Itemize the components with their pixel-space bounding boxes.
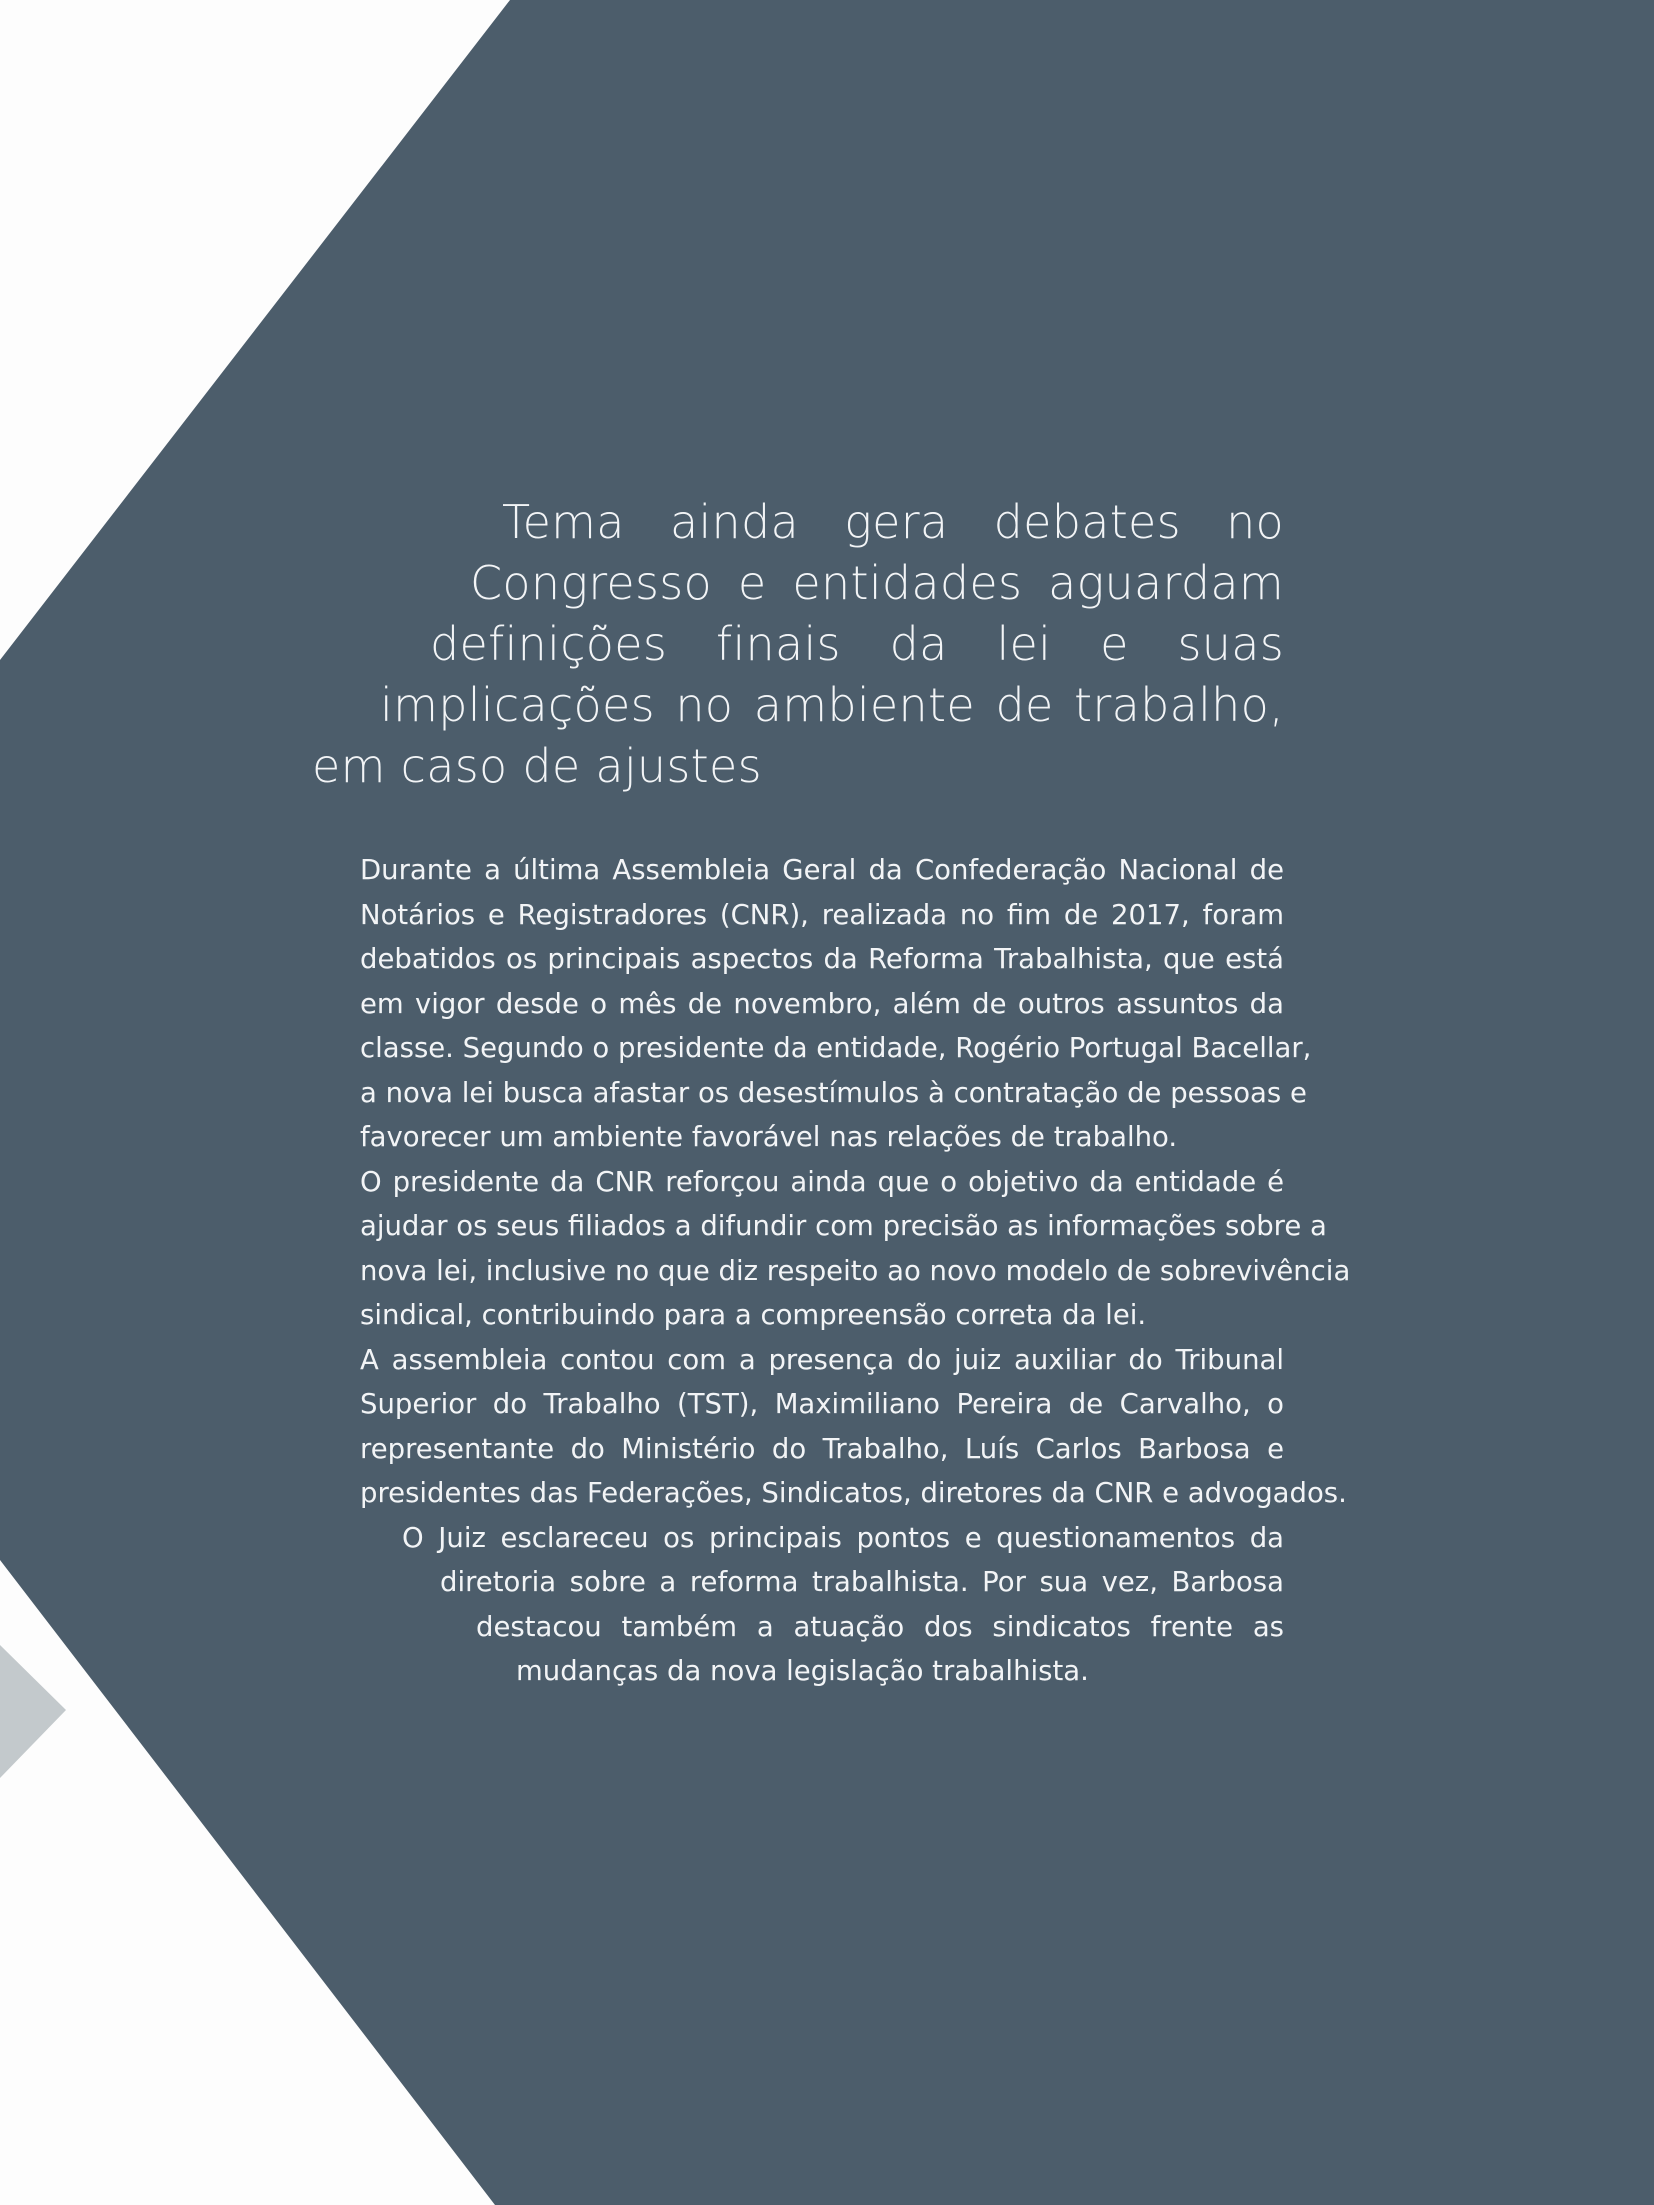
body-line: representante do Ministério do Trabalho, Luís Carlos Barbosa e [360,1432,1284,1465]
body-line: sindical, contribuindo para a compreensão correta da lei. [360,1299,1147,1331]
headline-line: Tema ainda gera debates no [502,495,1284,549]
article-body [360,848,1351,1694]
body-line: mudanças da nova legislação trabalhista. [516,1655,1089,1687]
headline-line: implicações no ambiente de trabalho, [380,678,1284,732]
headline-line: em caso de ajustes [312,739,762,793]
body-line: O Juiz esclareceu os principais pontos e questionamentos da [402,1521,1284,1554]
body-line: diretoria sobre a reforma trabalhista. Por sua vez, Barbosa [440,1566,1284,1598]
body-line: favorecer um ambiente favorável nas relações de trabalho. [360,1121,1178,1153]
body-line: A assembleia contou com a presença do juiz auxiliar do Tribunal [360,1343,1284,1376]
body-line: classe. Segundo o presidente da entidade, Rogério Portugal Bacellar, [360,1032,1312,1064]
body-line: ajudar os seus filiados a difundir com precisão as informações sobre a [360,1210,1327,1242]
body-line: Notários e Registradores (CNR), realizada no fim de 2017, foram [360,898,1284,931]
body-line: a nova lei busca afastar os desestímulos à contratação de pessoas e [360,1076,1307,1109]
body-line: debatidos os principais aspectos da Reforma Trabalhista, que está [360,943,1284,975]
body-line: nova lei, inclusive no que diz respeito ao novo modelo de sobrevivência [360,1254,1351,1287]
headline-line: definições finais da lei e suas [430,617,1284,671]
body-line: Superior do Trabalho (TST), Maximiliano Pereira de Carvalho, o [360,1388,1284,1420]
body-line: Durante a última Assembleia Geral da Confederação Nacional de [360,854,1284,886]
headline-line: Congresso e entidades aguardam [470,556,1284,610]
body-line: O presidente da CNR reforçou ainda que o objetivo da entidade é [360,1165,1284,1198]
body-line: em vigor desde o mês de novembro, além de outros assuntos da [360,987,1284,1020]
body-line: presidentes das Federações, Sindicatos, diretores da CNR e advogados. [360,1477,1347,1509]
article-headline [312,492,1284,797]
body-line: destacou também a atuação dos sindicatos frente as [476,1610,1284,1643]
